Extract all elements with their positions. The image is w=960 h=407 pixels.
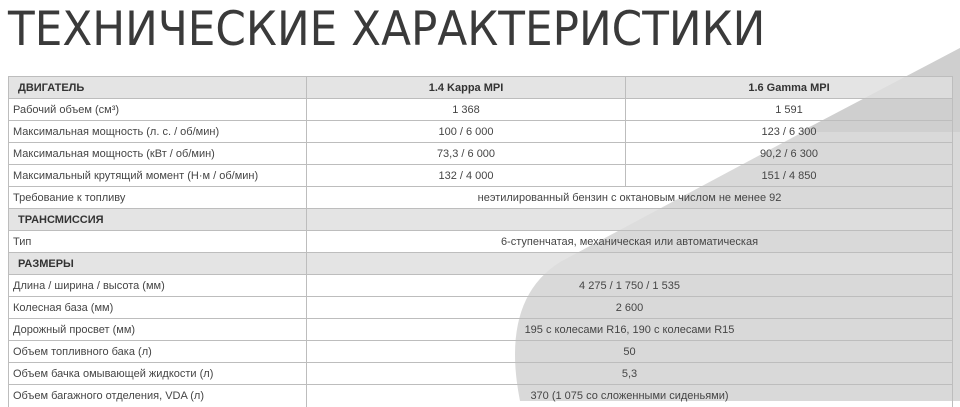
engine-column-2-heading: 1.6 Gamma MPI	[626, 77, 953, 99]
row-label: Требование к топливу	[9, 187, 307, 209]
row-value: 2 600	[307, 297, 953, 319]
row-value: 132 / 4 000	[307, 165, 626, 187]
row-value: 50	[307, 341, 953, 363]
dimensions-section-heading: РАЗМЕРЫ	[9, 253, 307, 275]
transmission-section-heading: ТРАНСМИССИЯ	[9, 209, 307, 231]
row-label: Объем багажного отделения, VDA (л)	[9, 385, 307, 407]
table-row	[9, 121, 953, 143]
row-value: 90,2 / 6 300	[626, 143, 953, 165]
row-value: 151 / 4 850	[626, 165, 953, 187]
row-value: 73,3 / 6 000	[307, 143, 626, 165]
row-value: 1 591	[626, 99, 953, 121]
table-row	[9, 99, 953, 121]
row-label: Объем бачка омывающей жидкости (л)	[9, 363, 307, 385]
row-value: 195 с колесами R16, 190 с колесами R15	[307, 319, 953, 341]
row-value: 5,3	[307, 363, 953, 385]
row-label: Дорожный просвет (мм)	[9, 319, 307, 341]
row-value: 370 (1 075 со сложенными сиденьями)	[307, 385, 953, 407]
row-value: 123 / 6 300	[626, 121, 953, 143]
table-row	[9, 143, 953, 165]
engine-section-header	[9, 77, 953, 99]
row-label: Колесная база (мм)	[9, 297, 307, 319]
table-row	[9, 385, 953, 407]
table-row	[9, 187, 953, 209]
row-label: Рабочий объем (см³)	[9, 99, 307, 121]
table-row	[9, 231, 953, 253]
table-row	[9, 297, 953, 319]
table-row	[9, 363, 953, 385]
row-value: неэтилированный бензин с октановым числом не менее 92	[307, 187, 953, 209]
table-row	[9, 165, 953, 187]
transmission-section-header	[9, 209, 953, 231]
row-label: Максимальный крутящий момент (Н·м / об/мин)	[9, 165, 307, 187]
row-label: Максимальная мощность (кВт / об/мин)	[9, 143, 307, 165]
row-label: Длина / ширина / высота (мм)	[9, 275, 307, 297]
engine-column-1-heading: 1.4 Kappa MPI	[307, 77, 626, 99]
engine-section-heading: ДВИГАТЕЛЬ	[9, 77, 307, 99]
row-value: 4 275 / 1 750 / 1 535	[307, 275, 953, 297]
table-row	[9, 275, 953, 297]
row-value: 6-ступенчатая, механическая или автоматическая	[307, 231, 953, 253]
row-value: 1 368	[307, 99, 626, 121]
table-row	[9, 341, 953, 363]
dimensions-section-header	[9, 253, 953, 275]
row-value: 100 / 6 000	[307, 121, 626, 143]
page-title: ТЕХНИЧЕСКИЕ ХАРАКТЕРИСТИКИ	[8, 2, 766, 57]
row-label: Объем топливного бака (л)	[9, 341, 307, 363]
row-label: Тип	[9, 231, 307, 253]
row-label: Максимальная мощность (л. с. / об/мин)	[9, 121, 307, 143]
specifications-table	[8, 76, 953, 407]
table-row	[9, 319, 953, 341]
